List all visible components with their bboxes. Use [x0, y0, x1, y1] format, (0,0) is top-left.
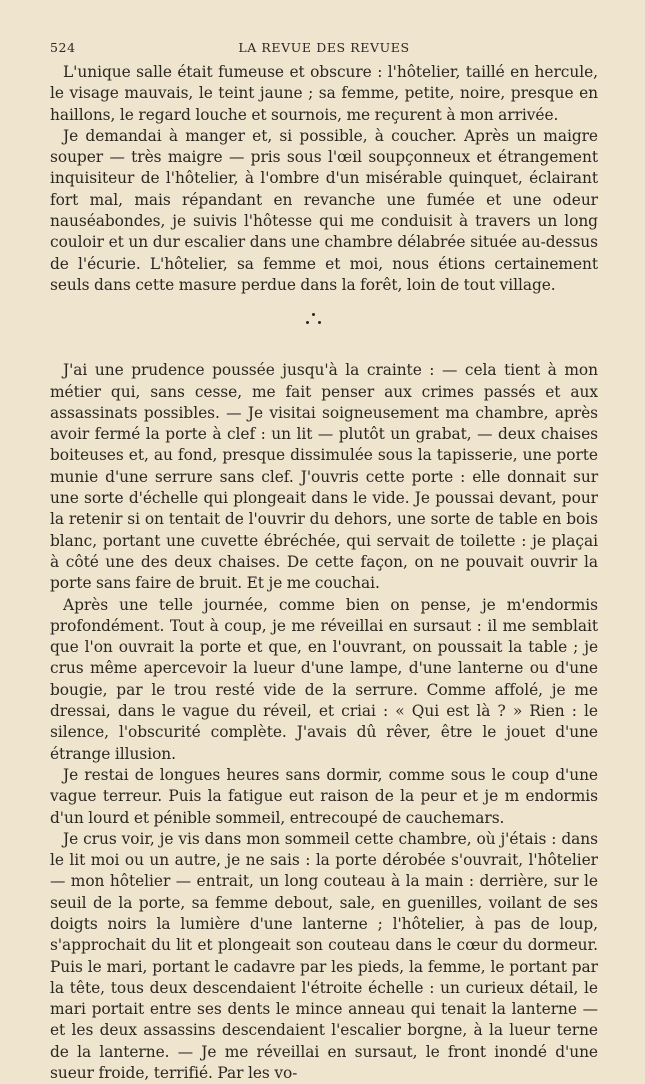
article-body — [50, 62, 598, 1084]
paragraph-1: L'unique salle était fumeuse et obscure : l'hôtelier, taillé en hercule, le visage mauvais, le teint jaune ; sa femme, petite, noire, presque en haillons, le regard louche et sournois, me reçurent à mon arrivée. — [50, 63, 598, 124]
asterism-icon — [298, 310, 328, 330]
page-number: 524 — [50, 40, 76, 55]
running-head — [50, 40, 598, 62]
page — [50, 40, 598, 1084]
journal-title: LA REVUE DES REVUES — [238, 40, 410, 55]
paragraph-5: Je restai de longues heures sans dormir, comme sous le coup d'une vague terreur. Puis la fatigue eut raison de la peur et je m endormis d'un lourd et pénible sommeil, entrecoupé de cauchemars. — [50, 765, 598, 827]
paragraph-2: Je demandai à manger et, si possible, à coucher. Après un maigre souper — très maigre — pris sous l'œil soupçonneux et étrangement inquisiteur de l'hôtelier, à l'ombre d'un misérable quinquet, éclairant fort mal, mais répandant en revanche une fumée et une odeur nauséabondes, je suivis l'hôtesse qui me conduisit à travers un long couloir et un dur escalier dans une chambre délabrée située au-dessus de l'écurie. L'hôtelier, sa femme et moi, nous étions certainement seuls dans cette masure perdue dans la forêt, loin de tout village. — [50, 126, 598, 294]
paragraph-3: J'ai une prudence poussée jusqu'à la crainte : — cela tient à mon métier qui, sans cesse, me fait penser aux crimes passés et aux assassinats possibles. — Je visitai soigneusement ma chambre, après avoir fermé la porte à clef : un lit — plutôt un grabat, — deux chaises boiteuses et, au fond, presque dissimulée sous la tapisserie, une porte munie d'une serrure sans clef. J'ouvris cette porte : elle donnait sur une sorte d'échelle qui plongeait dans le vide. Je poussai devant, pour la retenir si on tentait de l'ouvrir du dehors, une sorte de table en bois blanc, portant une cuvette ébréchée, qui servait de toilette : je plaçai à côté une des deux chaises. De cette façon, on ne pouvait ouvrir la porte sans faire de bruit. Et je me couchai. — [50, 361, 598, 593]
paragraph-6: Je crus voir, je vis dans mon sommeil cette chambre, où j'étais : dans le lit moi ou un autre, je ne sais : la porte dérobée s'ouvrait, l'hôtelier — mon hôtelier — entrait, un long couteau à la main : derrière, sur le seuil de la porte, sa femme debout, sale, en guenilles, voilant de ses doigts noirs la lumière d'une lanterne ; l'hôtelier, à pas de loup, s'approchait du lit et plongeait son couteau dans le cœur du dormeur. Puis le mari, portant le cadavre par les pieds, la femme, le portant par la tête, tous deux descendaient l'étroite échelle : un curieux détail, le mari portait entre ses dents le mince anneau qui tenait la lanterne — et les deux assassins descendaient l'escalier borgne, à la lueur terne de la lanterne. — Je me réveillai en sursaut, le front inondé d'une sueur froide, terrifié. Par les vo- — [50, 829, 598, 1083]
paragraph-4: Après une telle journée, comme bien on pense, je m'endormis profondément. Tout à coup, je me réveillai en sursaut : il me semblait que l'on ouvrait la porte et que, en l'ouvrant, on poussait la table ; je crus même apercevoir la lueur d'une lampe, d'une lanterne ou d'une bougie, par le trou resté vide de la serrure. Comme affolé, je me dressai, dans le vague du réveil, et criai : « Qui est là ? » Rien : le silence, l'obscurité complète. J'avais dû rêver, être le jouet d'une étrange illusion. — [50, 595, 598, 763]
section-break — [50, 296, 598, 360]
